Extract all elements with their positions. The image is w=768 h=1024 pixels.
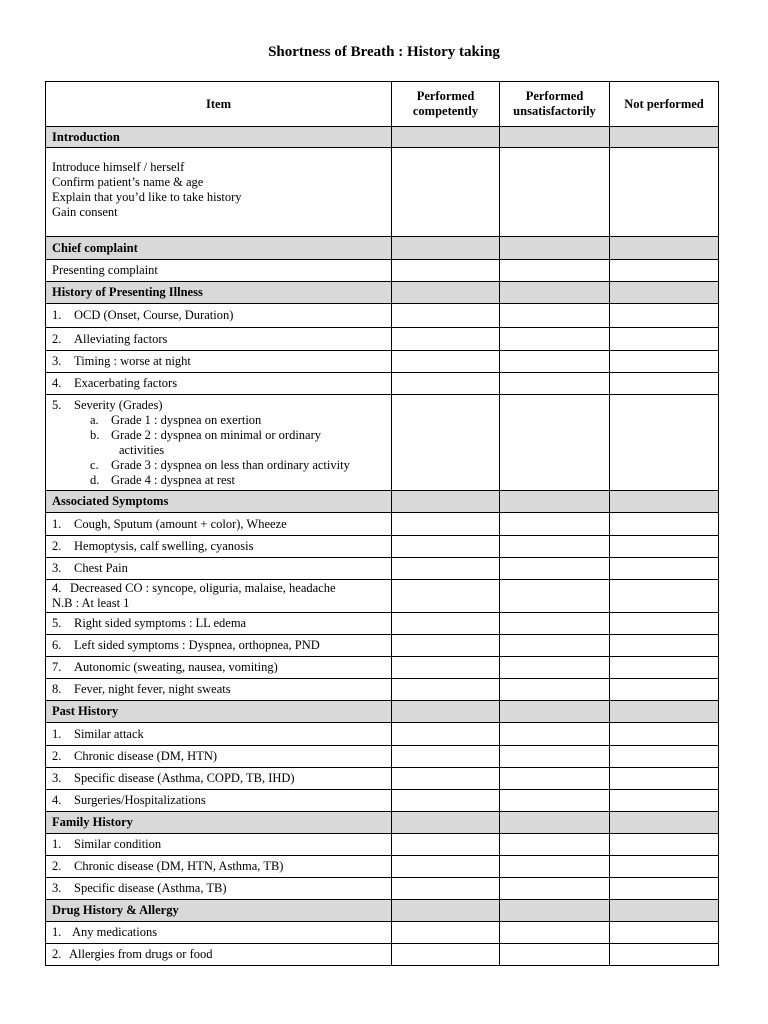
check-cell[interactable] (392, 944, 500, 966)
section-family-history: Family History (46, 812, 392, 834)
header-line: Performed (525, 89, 584, 103)
item-text (46, 304, 392, 328)
section-row (46, 701, 719, 723)
check-cell[interactable] (500, 922, 610, 944)
item-number: 5. (52, 616, 62, 630)
check-cell[interactable] (500, 900, 610, 922)
header-line: competently (412, 104, 479, 118)
check-cell[interactable] (610, 351, 719, 373)
item-text (46, 635, 392, 657)
item-label: Right sided symptoms : LL edema (74, 616, 247, 630)
check-cell[interactable] (500, 127, 610, 148)
item-text (46, 944, 392, 966)
item-label: Decreased CO : syncope, oliguria, malaise, headache (70, 581, 336, 595)
table-row (46, 613, 719, 635)
item-text (46, 723, 392, 746)
introduction-items (46, 148, 392, 237)
check-cell[interactable] (500, 282, 610, 304)
check-cell[interactable] (392, 900, 500, 922)
grade-line (52, 413, 385, 428)
check-cell[interactable] (500, 856, 610, 878)
check-cell[interactable] (500, 536, 610, 558)
item-number: 1. (52, 726, 62, 741)
table-row (46, 856, 719, 878)
col-header-performed-competently (392, 82, 500, 127)
grade-label: Grade 4 : dyspnea at rest (111, 472, 235, 487)
check-cell[interactable] (610, 328, 719, 351)
section-row (46, 491, 719, 513)
item-label: Alleviating factors (74, 331, 168, 346)
table-row (46, 513, 719, 536)
check-cell[interactable] (610, 944, 719, 966)
table-row (46, 304, 719, 328)
item-label: Any medications (72, 925, 158, 939)
table-row (46, 723, 719, 746)
item-text (46, 536, 392, 558)
item-number: 1. (52, 837, 62, 851)
table-row (46, 558, 719, 580)
check-cell[interactable] (392, 304, 500, 328)
section-row (46, 237, 719, 260)
item-severity (46, 395, 392, 491)
item-number: 4. (52, 793, 62, 807)
section-chief-complaint: Chief complaint (46, 237, 392, 260)
item-number: 2. (52, 859, 62, 873)
check-cell[interactable] (392, 328, 500, 351)
check-cell[interactable] (500, 513, 610, 536)
item-label: Chest Pain (74, 561, 128, 575)
check-cell[interactable] (392, 260, 500, 282)
item-label: Allergies from drugs or food (69, 947, 213, 961)
section-row (46, 812, 719, 834)
check-cell[interactable] (610, 768, 719, 790)
check-cell[interactable] (610, 395, 719, 491)
item-label: Chronic disease (DM, HTN) (74, 749, 218, 763)
table-row (46, 580, 719, 613)
check-cell[interactable] (500, 237, 610, 260)
check-cell[interactable] (392, 558, 500, 580)
table-row (46, 373, 719, 395)
item-text (46, 856, 392, 878)
check-cell[interactable] (500, 790, 610, 812)
section-row (46, 127, 719, 148)
section-drug-history: Drug History & Allergy (46, 900, 392, 922)
item-label: OCD (Onset, Course, Duration) (74, 308, 234, 322)
item-line: Gain consent (52, 205, 118, 219)
check-cell[interactable] (500, 351, 610, 373)
header-row (46, 82, 719, 127)
check-cell[interactable] (610, 558, 719, 580)
item-number: 7. (52, 660, 62, 674)
grade-continuation: activities (119, 442, 165, 457)
table-row (46, 148, 719, 237)
check-cell[interactable] (610, 237, 719, 260)
check-cell[interactable] (610, 900, 719, 922)
check-cell[interactable] (610, 878, 719, 900)
item-number: 2. (52, 749, 62, 763)
grade-label: Grade 3 : dyspnea on less than ordinary activity (111, 457, 350, 472)
item-text (46, 558, 392, 580)
section-hpi: History of Presenting Illness (46, 282, 392, 304)
check-cell[interactable] (392, 657, 500, 679)
check-cell[interactable] (392, 878, 500, 900)
item-label: Severity (Grades) (74, 397, 163, 412)
check-cell[interactable] (500, 944, 610, 966)
item-line: Introduce himself / herself (52, 160, 185, 174)
check-cell[interactable] (500, 580, 610, 613)
item-label: Hemoptysis, calf swelling, cyanosis (74, 539, 254, 553)
page-title: Shortness of Breath : History taking (268, 44, 500, 60)
check-cell[interactable] (500, 834, 610, 856)
check-cell[interactable] (392, 536, 500, 558)
check-cell[interactable] (500, 373, 610, 395)
item-number: 3. (52, 354, 62, 368)
table-row (46, 351, 719, 373)
col-header-not-performed (610, 82, 719, 127)
grade-letter: c. (90, 457, 99, 472)
table-row (46, 635, 719, 657)
check-cell[interactable] (392, 148, 500, 237)
item-text (46, 834, 392, 856)
item-number: 2. (52, 947, 62, 961)
check-cell[interactable] (610, 812, 719, 834)
check-cell[interactable] (610, 148, 719, 237)
table-row (46, 944, 719, 966)
check-cell[interactable] (610, 513, 719, 536)
check-cell[interactable] (610, 491, 719, 513)
check-cell[interactable] (392, 613, 500, 635)
check-cell[interactable] (610, 536, 719, 558)
check-cell[interactable] (392, 373, 500, 395)
table-row (46, 768, 719, 790)
check-cell[interactable] (610, 657, 719, 679)
item-label: Surgeries/Hospitalizations (74, 793, 206, 807)
item-text (46, 580, 392, 613)
check-cell[interactable] (500, 878, 610, 900)
item-text (46, 922, 392, 944)
check-cell[interactable] (392, 580, 500, 613)
check-cell[interactable] (500, 723, 610, 746)
item-text (46, 790, 392, 812)
item-text (46, 328, 392, 351)
header-line: Performed (416, 89, 475, 103)
table-row (46, 657, 719, 679)
table-row (46, 260, 719, 282)
check-cell[interactable] (392, 723, 500, 746)
check-cell[interactable] (610, 304, 719, 328)
check-cell[interactable] (500, 613, 610, 635)
grade-line (52, 473, 385, 488)
header-line: unsatisfactorily (513, 104, 596, 118)
grade-label: Grade 1 : dyspnea on exertion (111, 412, 262, 427)
check-cell[interactable] (500, 328, 610, 351)
section-row (46, 900, 719, 922)
check-cell[interactable] (610, 834, 719, 856)
item-label: Left sided symptoms : Dyspnea, orthopnea, PND (74, 638, 320, 652)
table-row (46, 328, 719, 351)
item-label: Chronic disease (DM, HTN, Asthma, TB) (74, 859, 284, 873)
grade-label: Grade 2 : dyspnea on minimal or ordinary (111, 427, 322, 442)
check-cell[interactable] (392, 395, 500, 491)
item-label: Autonomic (sweating, nausea, vomiting) (74, 660, 278, 674)
item-number: 8. (52, 682, 62, 696)
table-row (46, 790, 719, 812)
section-past-history: Past History (46, 701, 392, 723)
grade-line (52, 428, 385, 443)
check-cell[interactable] (610, 260, 719, 282)
item-text (46, 351, 392, 373)
check-cell[interactable] (610, 373, 719, 395)
item-label: Similar attack (74, 726, 144, 741)
item-number: 3. (52, 881, 62, 895)
item-label: Specific disease (Asthma, COPD, TB, IHD) (74, 771, 295, 785)
check-cell[interactable] (392, 812, 500, 834)
check-cell[interactable] (392, 768, 500, 790)
check-cell[interactable] (500, 304, 610, 328)
check-cell[interactable] (500, 679, 610, 701)
item-number: 3. (52, 561, 62, 575)
table-row (46, 679, 719, 701)
check-cell[interactable] (500, 657, 610, 679)
check-cell[interactable] (610, 856, 719, 878)
item-label: Fever, night fever, night sweats (74, 682, 231, 696)
section-row (46, 282, 719, 304)
item-label: Cough, Sputum (amount + color), Wheeze (74, 516, 287, 531)
check-cell[interactable] (392, 127, 500, 148)
check-cell[interactable] (610, 746, 719, 768)
check-cell[interactable] (500, 812, 610, 834)
item-line: Explain that you’d like to take history (52, 190, 242, 204)
table-row (46, 536, 719, 558)
table-row (46, 834, 719, 856)
grade-line (52, 458, 385, 473)
check-cell[interactable] (500, 260, 610, 282)
check-cell[interactable] (392, 635, 500, 657)
check-cell[interactable] (392, 513, 500, 536)
check-cell[interactable] (392, 856, 500, 878)
check-cell[interactable] (392, 701, 500, 723)
item-line (52, 398, 385, 413)
check-cell[interactable] (392, 746, 500, 768)
check-cell[interactable] (392, 922, 500, 944)
table-row (46, 878, 719, 900)
item-text (46, 746, 392, 768)
item-note: N.B : At least 1 (52, 596, 130, 610)
check-cell[interactable] (392, 834, 500, 856)
check-cell[interactable] (500, 701, 610, 723)
col-header-item: Item (46, 82, 392, 127)
grade-letter: a. (90, 412, 99, 427)
item-label: Exacerbating factors (74, 376, 178, 390)
grade-letter: b. (90, 427, 100, 442)
item-label: Timing : worse at night (74, 354, 191, 368)
check-cell[interactable] (610, 790, 719, 812)
item-text (46, 373, 392, 395)
item-text (46, 878, 392, 900)
check-cell[interactable] (500, 768, 610, 790)
item-number: 1. (52, 308, 62, 322)
item-number: 2. (52, 539, 62, 553)
check-cell[interactable] (500, 491, 610, 513)
item-number: 4. (52, 581, 62, 595)
table-row (46, 395, 719, 491)
check-cell[interactable] (610, 613, 719, 635)
check-cell[interactable] (610, 635, 719, 657)
check-cell[interactable] (392, 351, 500, 373)
check-cell[interactable] (392, 790, 500, 812)
section-associated-symptoms: Associated Symptoms (46, 491, 392, 513)
item-label: Similar condition (74, 837, 162, 851)
check-cell[interactable] (500, 635, 610, 657)
check-cell[interactable] (392, 237, 500, 260)
item-text (46, 679, 392, 701)
item-number: 3. (52, 771, 62, 785)
checklist-table (45, 81, 719, 966)
item-line (52, 581, 385, 596)
section-introduction: Introduction (46, 127, 392, 148)
check-cell[interactable] (610, 679, 719, 701)
item-label: Specific disease (Asthma, TB) (74, 881, 227, 895)
header-line: Not performed (624, 96, 704, 111)
check-cell[interactable] (610, 723, 719, 746)
check-cell[interactable] (610, 580, 719, 613)
item-number: 2. (52, 331, 62, 346)
check-cell[interactable] (610, 282, 719, 304)
check-cell[interactable] (500, 148, 610, 237)
check-cell[interactable] (500, 558, 610, 580)
item-number: 6. (52, 638, 62, 652)
item-number: 5. (52, 397, 62, 412)
check-cell[interactable] (610, 127, 719, 148)
check-cell[interactable] (500, 395, 610, 491)
item-number: 1. (52, 925, 62, 939)
item-text (46, 657, 392, 679)
check-cell[interactable] (392, 491, 500, 513)
check-cell[interactable] (392, 282, 500, 304)
item-text (46, 768, 392, 790)
item-number: 1. (52, 516, 62, 531)
check-cell[interactable] (500, 746, 610, 768)
table-row (46, 922, 719, 944)
check-cell[interactable] (392, 679, 500, 701)
col-header-performed-unsatisfactorily (500, 82, 610, 127)
item-number: 4. (52, 376, 62, 390)
item-line: Confirm patient’s name & age (52, 175, 204, 189)
check-cell[interactable] (610, 922, 719, 944)
table-row (46, 746, 719, 768)
grade-letter: d. (90, 472, 100, 487)
item-text (46, 613, 392, 635)
check-cell[interactable] (610, 701, 719, 723)
item-presenting-complaint: Presenting complaint (46, 260, 392, 282)
item-text (46, 513, 392, 536)
